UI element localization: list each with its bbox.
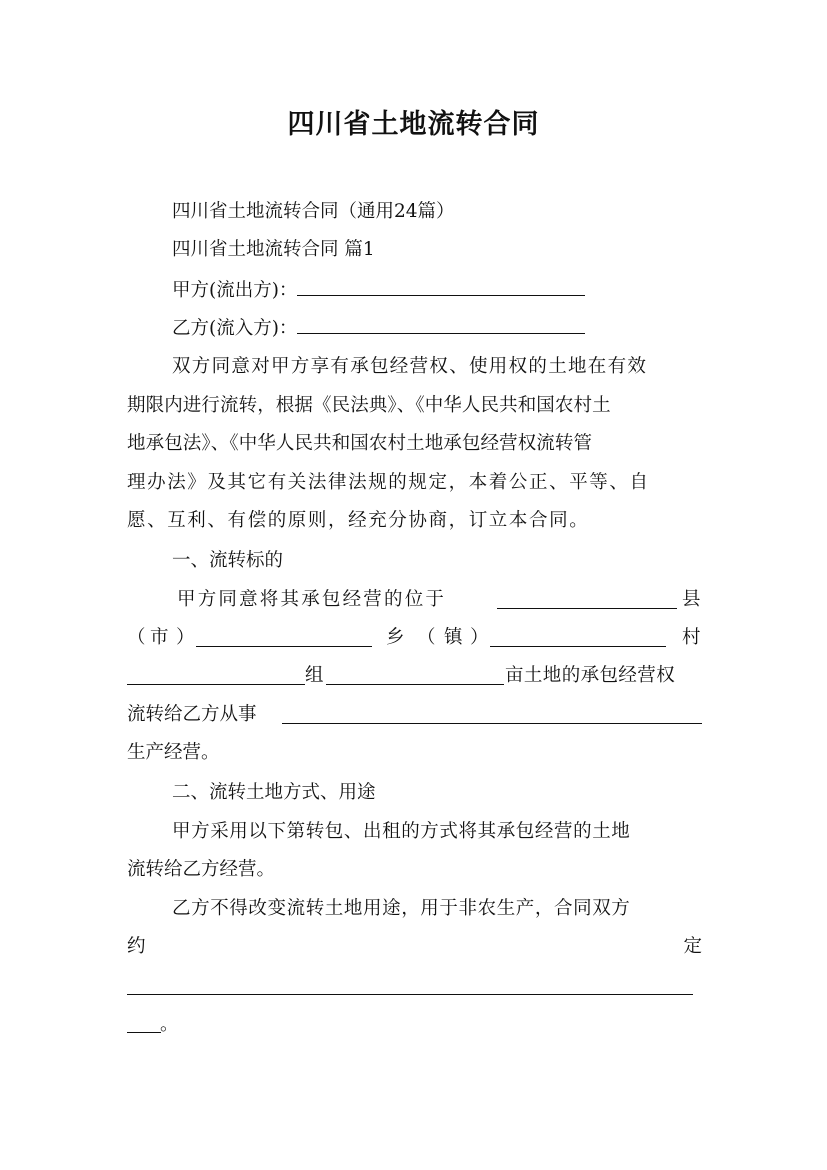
- party-b-blank: [297, 316, 585, 334]
- business-blank: [282, 723, 702, 724]
- city-label: 市: [150, 627, 169, 648]
- party-b-label: 乙方(流入方)：: [172, 318, 298, 339]
- city-blank: [196, 646, 372, 647]
- section2-para2-line2: [127, 935, 702, 959]
- agreement-right-char: 定: [683, 936, 702, 957]
- document-title: 四川省土地流转合同: [287, 109, 540, 140]
- village-label: 村: [682, 627, 701, 648]
- preamble-line-4: 理办法》及其它有关法律法规的规定，本着公正、平等、自: [127, 472, 650, 493]
- group-label: 组: [305, 665, 324, 686]
- section2-para1-line2: 流转给乙方经营。: [127, 859, 276, 880]
- paren-close-1: ）: [176, 627, 195, 648]
- section1-line-1-text: 甲方同意将其承包经营的位于: [177, 589, 447, 610]
- agreement-left-char: 约: [127, 936, 146, 957]
- party-a-label: 甲方(流出方)：: [172, 280, 298, 301]
- town-blank: [490, 646, 666, 647]
- preamble-line-3: 地承包法》、《中华人民共和国农村土地承包经营权流转管: [127, 433, 593, 454]
- village-blank: [127, 684, 305, 685]
- town-label: 镇: [444, 627, 463, 648]
- agreement-blank-1: [127, 994, 693, 995]
- paren-open-2: （: [417, 627, 436, 648]
- party-a-line: [172, 278, 585, 303]
- agreement-blank-2: [127, 1032, 161, 1033]
- subtitle: 四川省土地流转合同（通用24篇）: [172, 201, 455, 222]
- paren-close-2: ）: [470, 627, 489, 648]
- preamble-line-2: 期限内进行流转，根据《民法典》、《中华人民共和国农村土: [127, 395, 611, 416]
- part-heading: 四川省土地流转合同 篇1: [172, 239, 375, 260]
- party-a-blank: [297, 278, 585, 296]
- section2-para2-line1: 乙方不得改变流转土地用途，用于非农生产，合同双方: [172, 898, 631, 919]
- township-label: 乡: [386, 627, 405, 648]
- group-blank: [326, 684, 504, 685]
- area-text: 亩土地的承包经营权: [505, 665, 676, 686]
- section2-para1-line1: 甲方采用以下第转包、出租的方式将其承包经营的土地: [172, 821, 631, 842]
- county-suffix: 县: [682, 589, 701, 610]
- county-blank: [497, 608, 677, 609]
- paren-open-1: （: [127, 627, 146, 648]
- transfer-to-text: 流转给乙方从事: [127, 704, 257, 725]
- agreement-end-mark: 。: [160, 1014, 179, 1035]
- section1-heading: 一、流转标的: [172, 550, 284, 571]
- section2-heading: 二、流转土地方式、用途: [172, 782, 376, 803]
- preamble-line-5: 愿、互利、有偿的原则，经充分协商，订立本合同。: [127, 510, 590, 531]
- preamble-line-1: 双方同意对甲方享有承包经营权、使用权的土地在有效: [172, 356, 648, 377]
- party-b-line: [172, 316, 585, 341]
- production-text: 生产经营。: [127, 742, 220, 763]
